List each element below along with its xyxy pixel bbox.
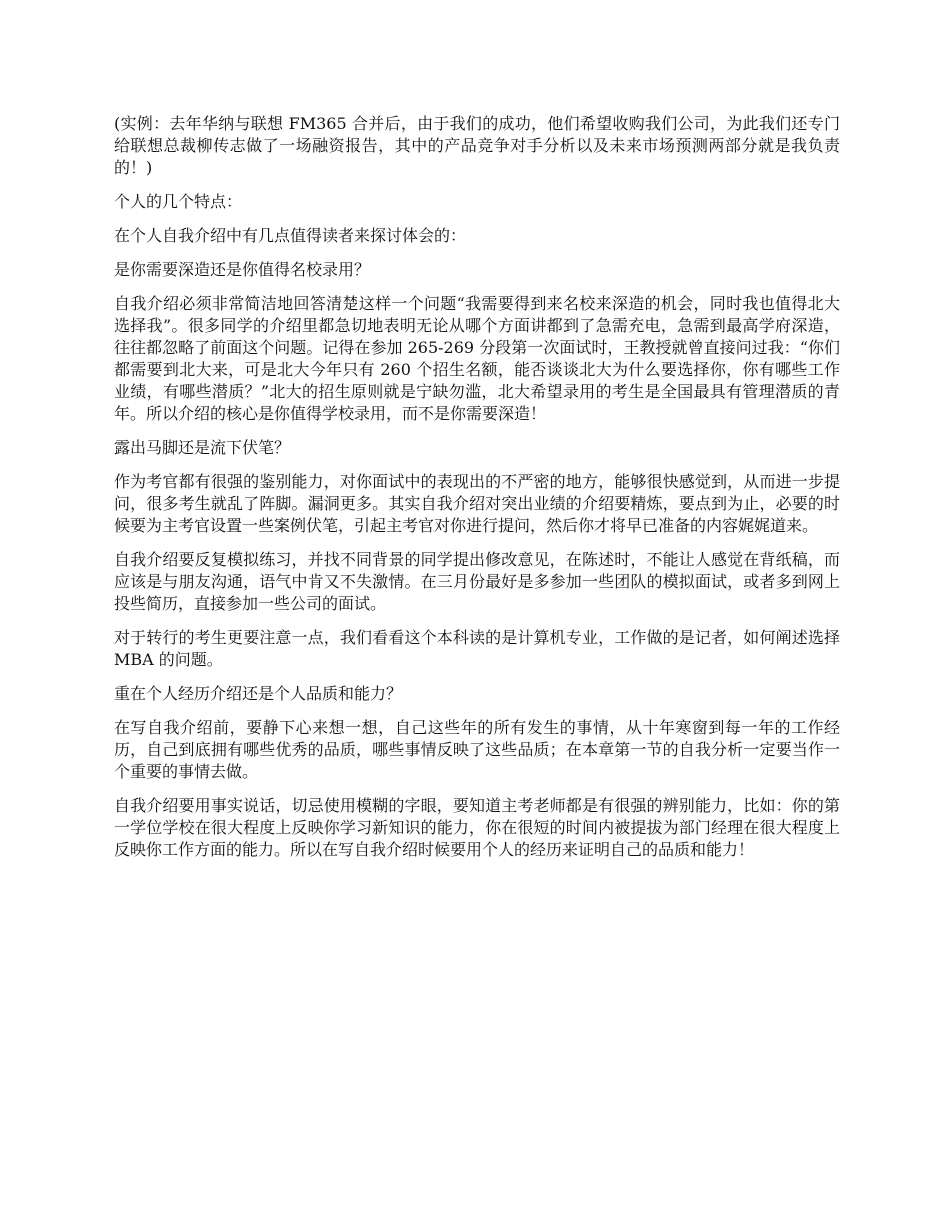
paragraph-facts: 自我介绍要用事实说话，切忌使用模糊的字眼，要知道主考老师都是有很强的辨别能力，比如：你的第一学位学校在很大程度上反映你学习新知识的能力，你在很短的时间内被提拔为部门经理在很大程度上反映你工作方面的能力。所以在写自我介绍时候要用个人的经历来证明自己的品质和能力！ xyxy=(114,796,840,859)
paragraph-heading-features: 个人的几个特点： xyxy=(114,192,243,211)
paragraph-example: (实例：去年华纳与联想 FM365 合并后，由于我们的成功，他们希望收购我们公司，为此我们还专门给联想总裁柳传志做了一场融资报告，其中的产品竞争对手分析以及未来市场预测两部分就是我负责的！) xyxy=(114,114,840,177)
paragraph-answer-3: 在写自我介绍前，要静下心来想一想，自己这些年的所有发生的事情，从十年寒窗到每一年的工作经历，自己到底拥有哪些优秀的品质，哪些事情反映了这些品质；在本章第一节的自我分析一定要当作一个重要的事情去做。 xyxy=(114,718,840,781)
paragraph-practice: 自我介绍要反复模拟练习，并找不同背景的同学提出修改意见，在陈述时，不能让人感觉在背纸稿，而应该是与朋友沟通，语气中肯又不失激情。在三月份最好是多参加一些团队的模拟面试，或者多到网上投些简历，直接参加一些公司的面试。 xyxy=(114,550,840,613)
paragraph-question-2: 露出马脚还是流下伏笔？ xyxy=(114,438,291,457)
document-body xyxy=(114,113,840,873)
paragraph-question-1: 是你需要深造还是你值得名校录用？ xyxy=(114,260,371,279)
paragraph-question-3: 重在个人经历介绍还是个人品质和能力？ xyxy=(114,684,403,703)
paragraph-answer-1: 自我介绍必须非常简洁地回答清楚这样一个问题“我需要得到来名校来深造的机会，同时我也值得北大选择我”。很多同学的介绍里都急切地表明无论从哪个方面讲都到了急需充电，急需到最高学府深造，往往都忽略了前面这个问题。记得在参加 265-269 分段第一次面试时，王教授就曾直接问过我：“你们都需要到北大来，可是北大今年只有 260 个招生名额，能否谈谈北大为什么要选择你，你有哪些工作业绩，有哪些潜质？”北大的招生原则就是宁缺勿滥，北大希望录用的考生是全国最具有管理潜质的青年。所以介绍的核心是你值得学校录用，而不是你需要深造！ xyxy=(114,294,840,423)
paragraph-intro-points: 在个人自我介绍中有几点值得读者来探讨体会的： xyxy=(114,226,467,245)
paragraph-answer-2: 作为考官都有很强的鉴别能力，对你面试中的表现出的不严密的地方，能够很快感觉到，从而进一步提问，很多考生就乱了阵脚。漏洞更多。其实自我介绍对突出业绩的介绍要精炼，要点到为止，必要的时候要为主考官设置一些案例伏笔，引起主考官对你进行提问，然后你才将早已准备的内容娓娓道来。 xyxy=(114,472,840,535)
paragraph-career-change: 对于转行的考生更要注意一点，我们看看这个本科读的是计算机专业，工作做的是记者，如何阐述选择 MBA 的问题。 xyxy=(114,628,840,669)
